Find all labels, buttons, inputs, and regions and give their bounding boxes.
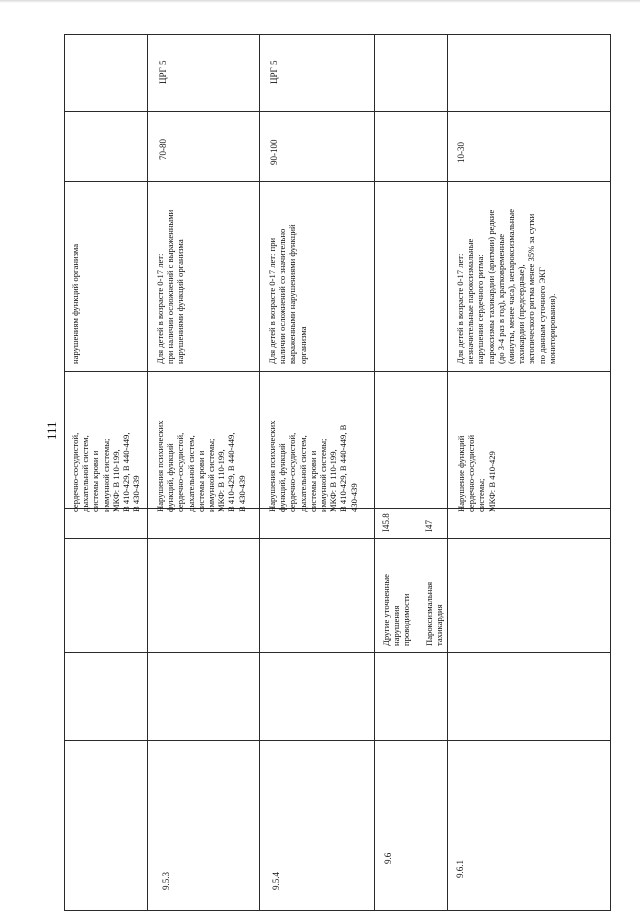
row-9-6-1-percent: 10-30 [456,142,466,163]
row-9-6-1-id: 9.6.1 [455,860,465,878]
row-9-5-3-disorders: Нарушения психических функций, функций сердечно-сосудистой, дыхательной систем, системы крови и иммунной системы; МКФ: B 110-199, B 410-429, B 440-449, B 430-439 [155,420,247,512]
row-9-6-id: 9.6 [383,852,393,864]
row-9-5-4-note: ЦРГ 5 [269,60,279,84]
row-9-6-1-criteria: Для детей в возрасте 0-17 лет: незначительные пароксизмальные нарушения сердечного ритма: пароксизмы тахикардии (аритмии) редкие (до 3-4 раз в год), кратковременные (минуты, менее часа), непароксизмальные тахикардии (предсердные), эктопического ритма менее 35% за сутки по данным суточного ЭКГ мониторирования). [455,208,557,364]
scan-edge [0,0,640,3]
row-9-6-diagnosis-2: Пароксизмальная тахикардия [424,581,445,646]
row-9-5-3-id: 9.5.3 [161,872,171,890]
row-9-6-diagnosis: Другие уточненные нарушения проводимости [381,574,412,646]
row-9-5-3-percent: 70-80 [158,139,168,160]
row-9-6-1-disorders: Нарушение функций сердечно-сосудистой системы; МКФ: B 410-429 [456,434,497,512]
row0-criteria: нарушениям функций организма [70,243,80,364]
row-9-5-4-percent: 90-100 [269,139,279,165]
row-9-5-4-id: 9.5.4 [271,872,281,890]
row-9-5-4-disorders: Нарушения психических функций, функций сердечно-сосудистой, дыхательной систем, системы крови и иммунной системы; МКФ: B 110-199, B 410-429, B 440-449, B 430-439 [267,420,359,512]
row-9-5-3-criteria: Для детей в возрасте 0-17 лет: при наличии осложнений с выраженными нарушениями функций организма [155,209,186,364]
row-9-6-mkb-2: I47 [424,520,434,532]
row0-disorders: сердечно-сосудистой, дыхательной систем, системы крови и иммунной системы; МКФ: B 110-199, B 410-429, B 440-449, B 430-439 [70,432,142,512]
row-9-5-3-note: ЦРГ 5 [158,60,168,84]
row-9-5-4-criteria: Для детей в возрасте 0-17 лет: при наличии осложнений со значительно выраженными нарушениями функций организма [267,224,308,364]
page-number: 111 [44,421,59,440]
row-9-6-mkb: I45.8 [381,513,391,532]
